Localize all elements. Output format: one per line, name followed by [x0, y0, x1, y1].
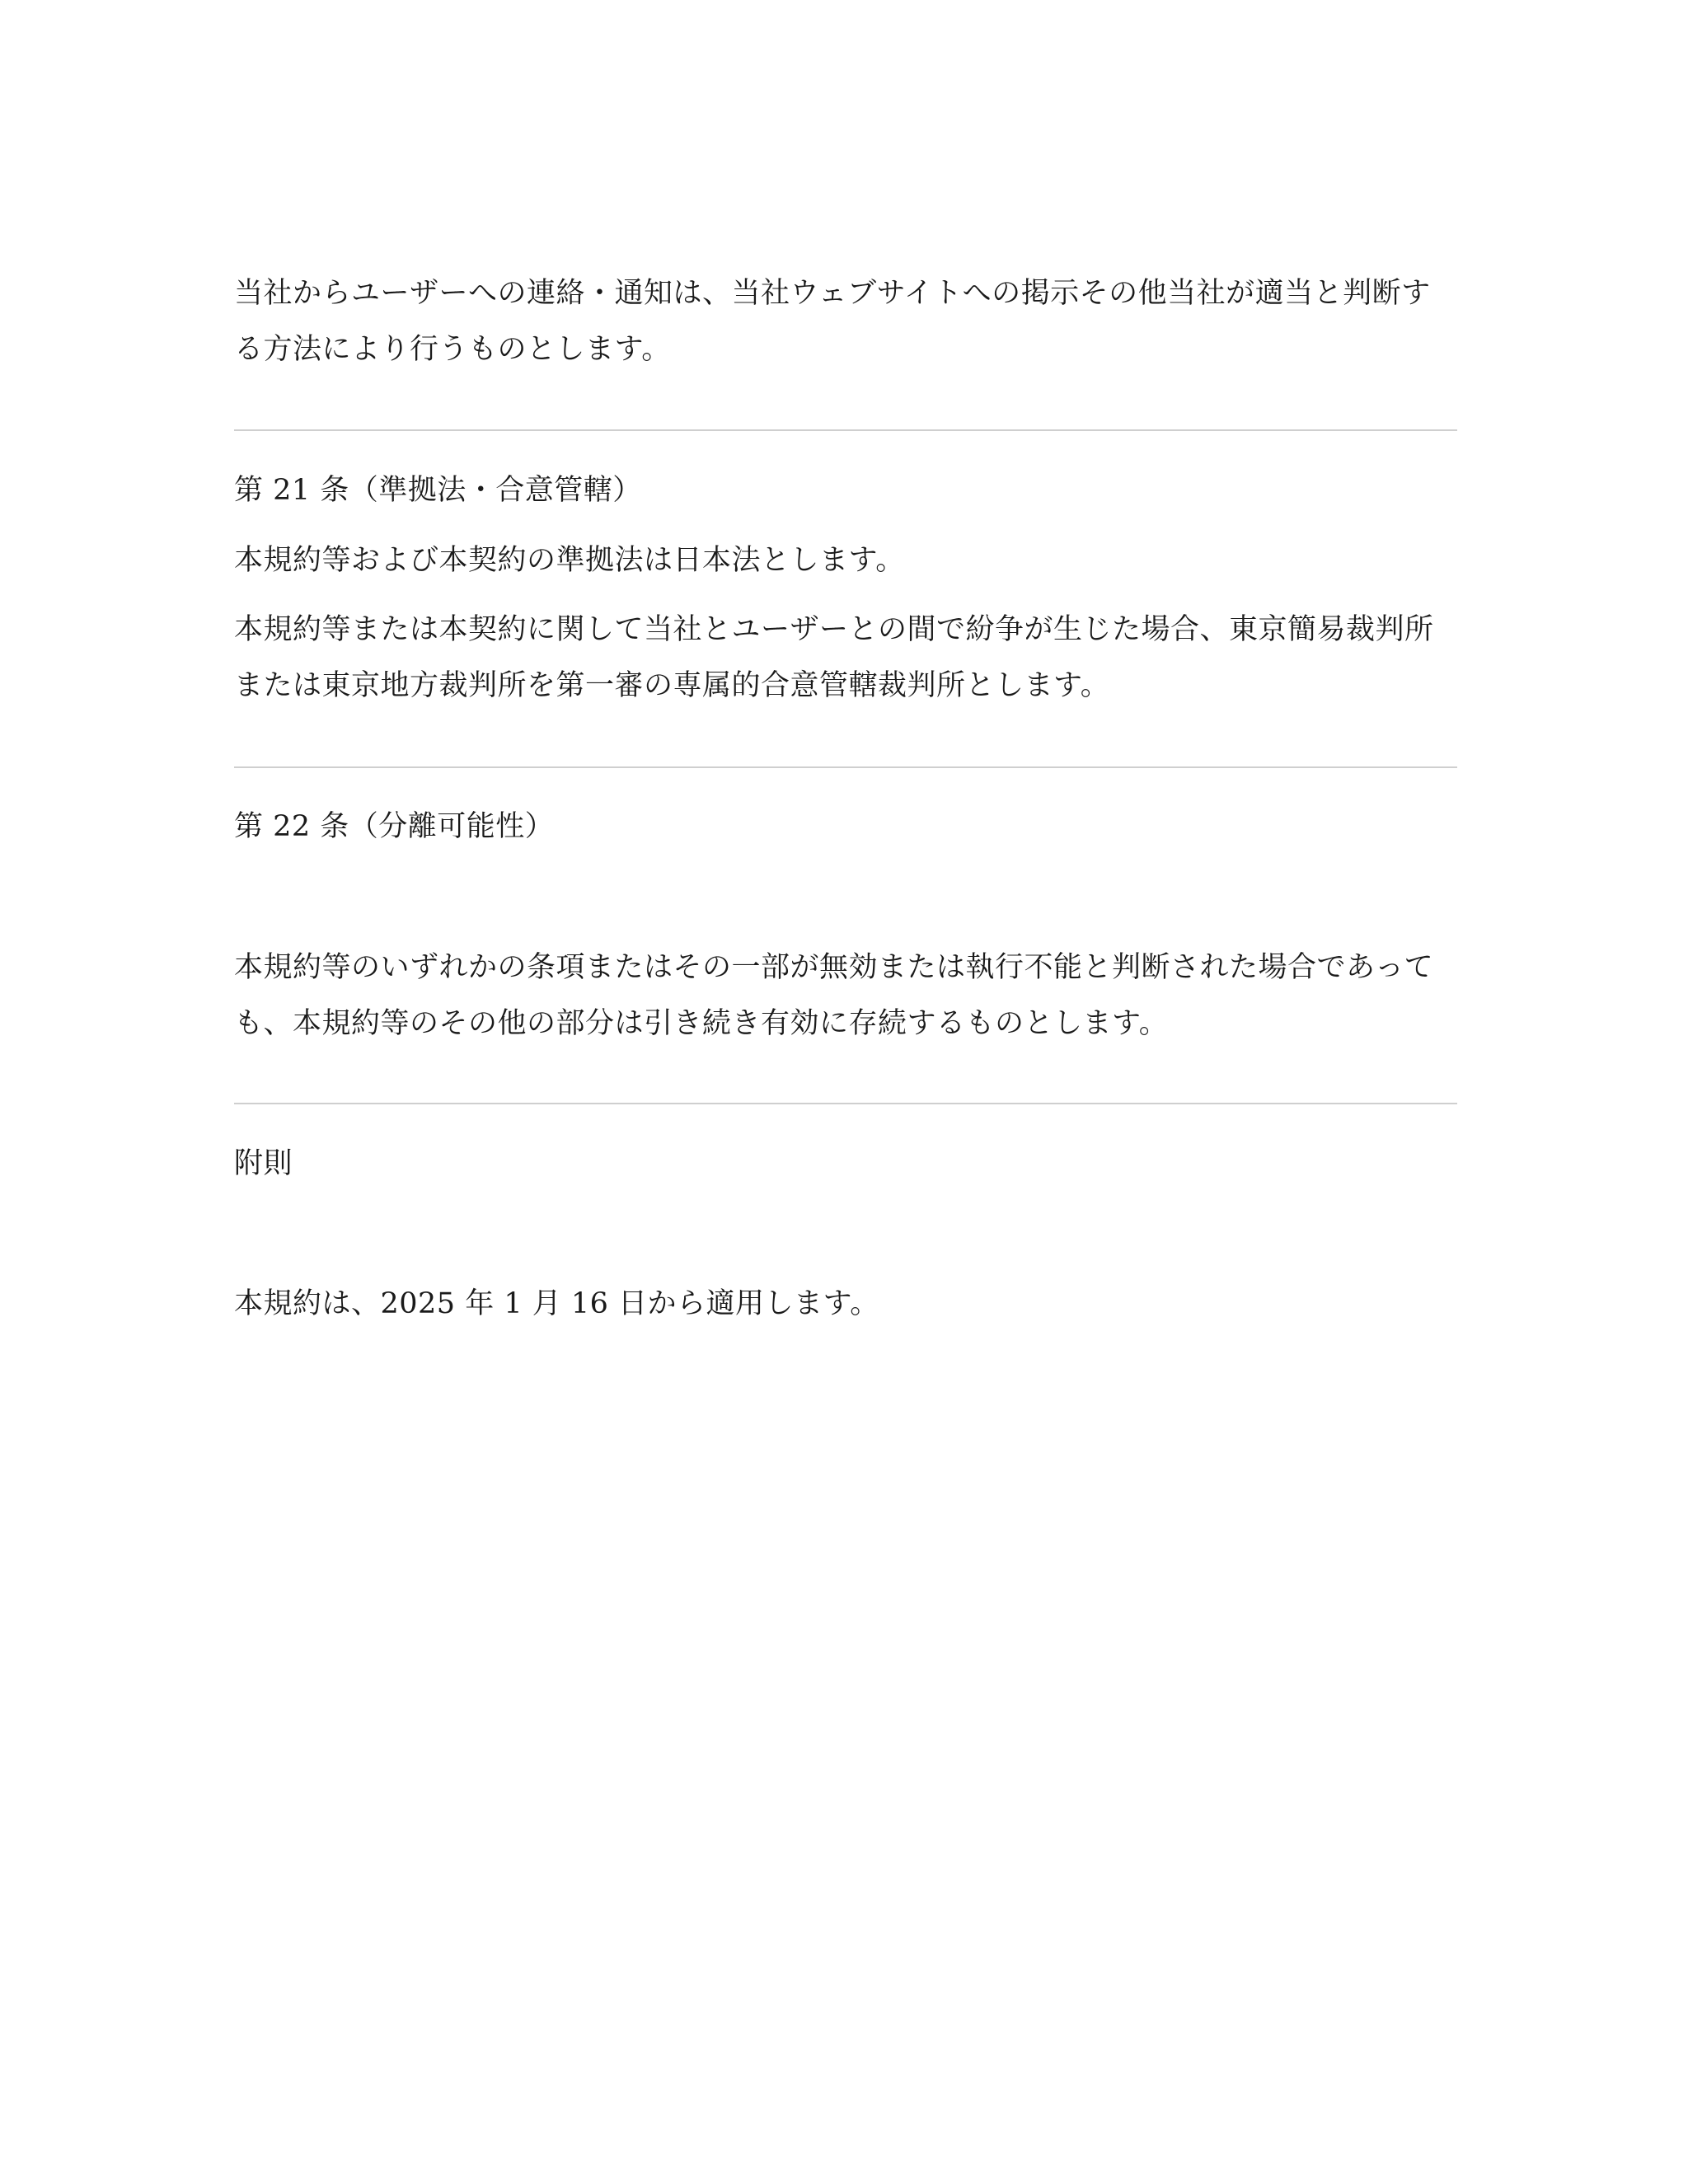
section-divider: [234, 1103, 1457, 1104]
article-21-paragraph-1: 本規約等および本契約の準拠法は日本法とします。: [234, 544, 905, 577]
article-21-heading: 第 21 条（準拠法・合意管轄）: [234, 474, 642, 507]
notice-paragraph: 当社からユーザーへの連絡・通知は、当社ウェブサイトへの掲示その他当社が適当と判断する方法により行うものとします。: [234, 277, 1431, 366]
article-22-paragraph: 本規約等のいずれかの条項またはその一部が無効または執行不能と判断された場合であっても、本規約等のその他の部分は引き続き有効に存続するものとします。: [234, 951, 1434, 1040]
section-divider: [234, 766, 1457, 768]
article-22-heading: 第 22 条（分離可能性）: [234, 810, 555, 843]
section-divider: [234, 429, 1457, 431]
article-21-paragraph-2: 本規約等または本契約に関して当社とユーザーとの間で紛争が生じた場合、東京簡易裁判所または東京地方裁判所を第一審の専属的合意管轄裁判所とします。: [234, 613, 1434, 702]
supplementary-paragraph: 本規約は、2025 年 1 月 16 日から適用します。: [234, 1287, 879, 1320]
supplementary-heading: 附則: [234, 1147, 293, 1180]
